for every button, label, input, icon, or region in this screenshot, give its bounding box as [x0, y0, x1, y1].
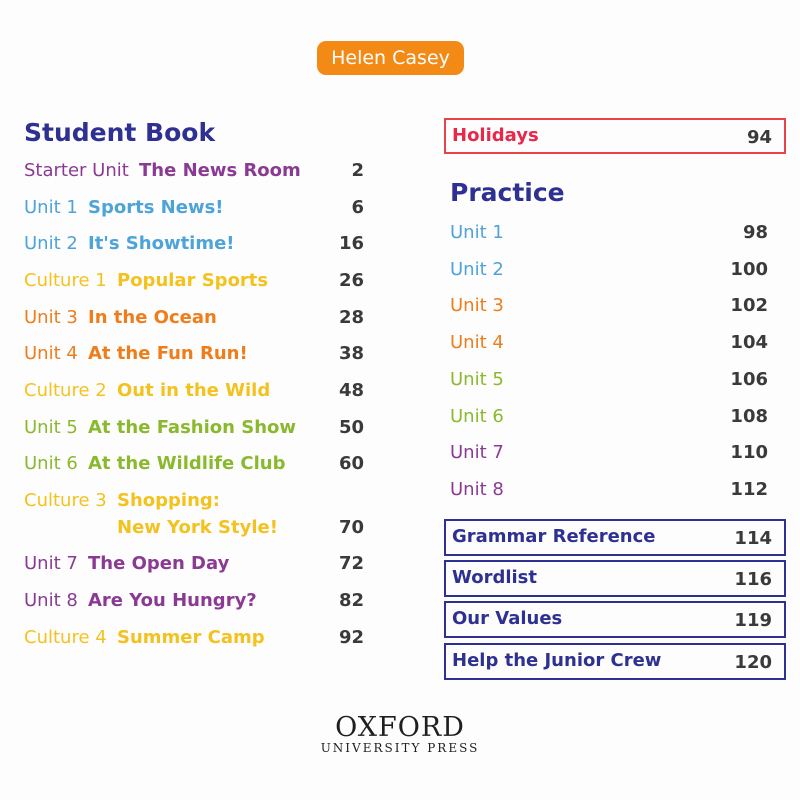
toc-unit-label: Unit 6: [24, 453, 78, 474]
toc-title-line2: New York Style!: [117, 517, 278, 538]
practice-page-number: 102: [730, 295, 768, 317]
toc-unit-label: Unit 1: [24, 197, 78, 218]
toc-title: It's Showtime!: [88, 233, 235, 254]
reference-section-label: Grammar Reference: [452, 526, 656, 547]
toc-unit-label: Unit 8: [24, 590, 78, 611]
toc-unit-label: Culture 2: [24, 380, 107, 401]
toc-entry[interactable]: [24, 490, 364, 550]
practice-page-number: 106: [730, 368, 768, 390]
toc-page-number: 50: [338, 417, 364, 438]
practice-unit-label: Unit 7: [450, 442, 504, 464]
reference-section-box[interactable]: [444, 519, 786, 556]
student-book-heading: Student Book: [24, 118, 216, 147]
holidays-label: Holidays: [452, 125, 539, 146]
toc-page-number: 16: [338, 233, 364, 254]
practice-unit-label: Unit 2: [450, 258, 504, 280]
practice-entry[interactable]: [450, 442, 768, 472]
practice-entry[interactable]: [450, 332, 768, 362]
toc-entry[interactable]: [24, 233, 364, 263]
toc-unit-label: Unit 3: [24, 307, 78, 328]
toc-page-number: 92: [338, 627, 364, 648]
toc-entry[interactable]: [24, 453, 364, 483]
toc-page-number: 28: [338, 307, 364, 328]
oxford-logo: [300, 712, 500, 755]
toc-page-number: 72: [338, 553, 364, 574]
toc-page-number: 48: [338, 380, 364, 401]
toc-unit-label: Culture 1: [24, 270, 107, 291]
toc-page-number: 60: [338, 453, 364, 474]
toc-title: Shopping:: [117, 490, 220, 511]
reference-section-label: Help the Junior Crew: [452, 650, 662, 671]
toc-unit-label: Culture 4: [24, 627, 107, 648]
toc-entry[interactable]: [24, 307, 364, 337]
toc-title: At the Fashion Show: [88, 417, 297, 438]
toc-page-number: 82: [338, 590, 364, 611]
toc-entry[interactable]: [24, 160, 364, 190]
toc-unit-label: Unit 5: [24, 417, 78, 438]
toc-title: Popular Sports: [117, 270, 269, 291]
toc-title: The Open Day: [88, 553, 230, 574]
toc-title: In the Ocean: [88, 307, 217, 328]
practice-unit-label: Unit 1: [450, 222, 504, 243]
toc-page-number: 70: [338, 517, 364, 538]
reference-section-box[interactable]: [444, 643, 786, 680]
toc-title: Out in the Wild: [117, 380, 271, 401]
practice-heading: Practice: [450, 178, 565, 207]
holidays-page: 94: [746, 127, 772, 148]
reference-section-page: 116: [734, 569, 772, 590]
toc-entry[interactable]: [24, 380, 364, 410]
toc-title: Are You Hungry?: [88, 590, 257, 611]
toc-title: Summer Camp: [117, 627, 265, 648]
reference-section-box[interactable]: [444, 601, 786, 638]
toc-entry[interactable]: [24, 270, 364, 300]
publisher-name: OXFORD: [335, 712, 465, 743]
toc-unit-label: Unit 7: [24, 553, 78, 574]
holidays-box[interactable]: [444, 118, 786, 154]
toc-page-number: 38: [338, 343, 364, 364]
toc-unit-label: Unit 4: [24, 343, 78, 364]
practice-unit-label: Unit 4: [450, 332, 504, 354]
practice-page-number: 110: [730, 442, 768, 464]
practice-page-number: 100: [730, 258, 768, 280]
practice-entry[interactable]: [450, 259, 768, 289]
reference-section-label: Wordlist: [452, 567, 537, 588]
practice-page-number: 108: [730, 405, 768, 427]
toc-entry[interactable]: [24, 197, 364, 227]
author-badge: Helen Casey: [317, 41, 464, 75]
toc-unit-label: Unit 2: [24, 233, 78, 254]
practice-page-number: 112: [730, 478, 768, 500]
toc-entry[interactable]: [24, 627, 364, 657]
practice-page-number: 104: [730, 332, 768, 354]
toc-page-number: 26: [338, 270, 364, 291]
reference-section-page: 119: [734, 610, 772, 631]
toc-page-number: 6: [351, 197, 364, 218]
practice-entry[interactable]: [450, 295, 768, 325]
toc-title: At the Wildlife Club: [88, 453, 286, 474]
toc-title: Sports News!: [88, 197, 224, 218]
toc-entry[interactable]: [24, 553, 364, 583]
reference-section-box[interactable]: [444, 560, 786, 597]
toc-title: At the Fun Run!: [88, 343, 248, 364]
reference-section-page: 114: [734, 528, 772, 549]
practice-page-number: 98: [742, 222, 768, 243]
toc-entry[interactable]: [24, 417, 364, 447]
toc-entry[interactable]: [24, 343, 364, 373]
practice-entry[interactable]: [450, 222, 768, 252]
practice-unit-label: Unit 3: [450, 295, 504, 317]
toc-unit-label: Starter Unit: [24, 160, 129, 181]
practice-unit-label: Unit 6: [450, 405, 504, 427]
reference-section-label: Our Values: [452, 608, 563, 629]
toc-unit-label: Culture 3: [24, 490, 107, 511]
toc-title: The News Room: [139, 160, 301, 181]
toc-page-number: 2: [351, 160, 364, 181]
practice-entry[interactable]: [450, 406, 768, 436]
practice-entry[interactable]: [450, 479, 768, 509]
reference-section-page: 120: [734, 652, 772, 673]
publisher-subtitle: UNIVERSITY PRESS: [320, 741, 480, 755]
practice-entry[interactable]: [450, 369, 768, 399]
toc-entry[interactable]: [24, 590, 364, 620]
practice-unit-label: Unit 5: [450, 368, 504, 390]
practice-unit-label: Unit 8: [450, 478, 504, 500]
